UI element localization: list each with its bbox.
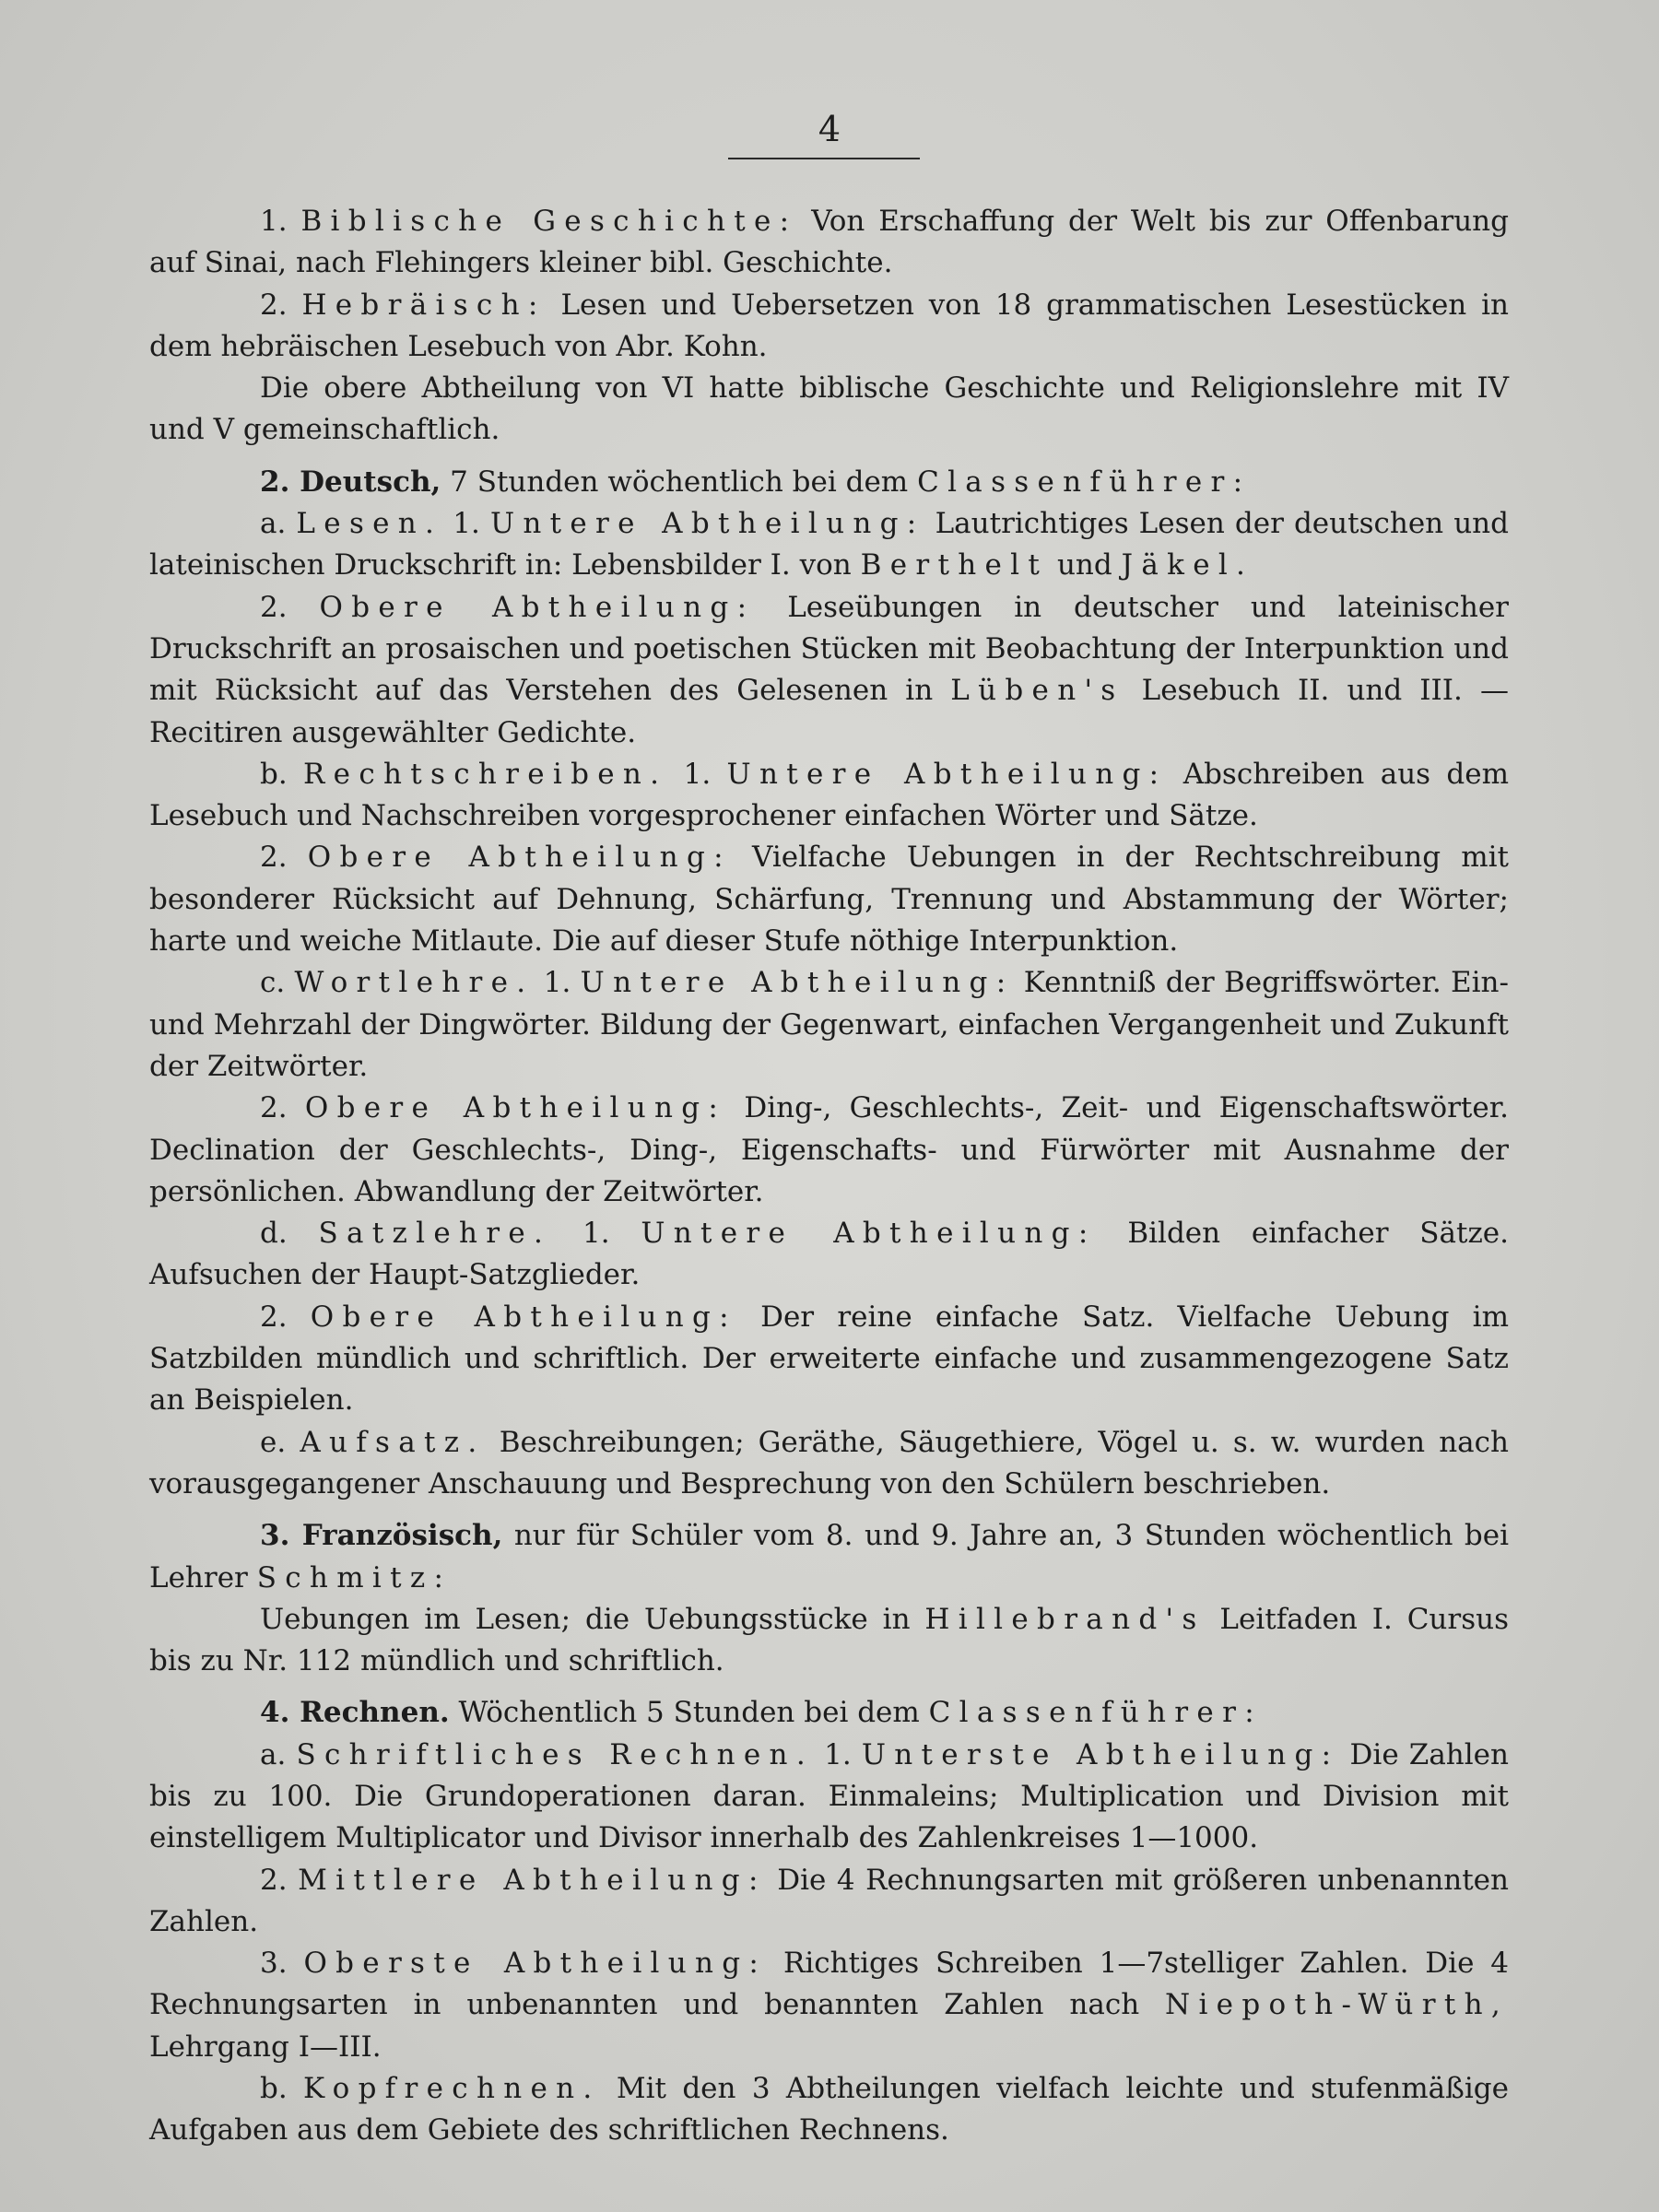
text-run: Die Zahlen bis zu 100. Die Grundoperationen daran. Einmaleins; Multiplication und Division mit einstelligem Multiplicator und Divisor innerhalb des Zahlenkreises 1—1000. [149, 1737, 1509, 1855]
paragraph-p18 [149, 1860, 1509, 1944]
text-run: Wöchentlich 5 Stunden bei dem [449, 1696, 929, 1730]
paragraph-p19 [149, 1943, 1509, 2068]
text-run: 1. [442, 507, 490, 541]
text-run: Kenntniß der Begriffswörter. Ein- und Mehrzahl der Dingwörter. Bildung der Gegenwart, einfachen Vergangenheit und Zukunft der Zeitwörter. [149, 966, 1509, 1083]
text-run: 2. [260, 841, 308, 875]
text-run: 1. [534, 966, 581, 1000]
paragraph-p13 [149, 1422, 1509, 1506]
paragraph-p12 [149, 1297, 1509, 1422]
text-run: Richtiges Schreiben 1—7stelliger Zahlen. Die 4 Rechnungsarten in unbenannten und benannten Zahlen nach [149, 1947, 1509, 2022]
text-run: Die obere Abtheilung von VI hatte biblische Geschichte und Religionslehre mit IV und V gemeinschaftlich. [149, 371, 1509, 447]
spaced-term: Aufsatz. [300, 1425, 486, 1459]
text-run: 2. [260, 590, 320, 624]
spaced-term: Untere Abtheilung: [726, 757, 1168, 791]
text-run: 2. [260, 1091, 305, 1125]
text-run: Leseübungen in deutscher und lateinischer Druckschrift an prosaischen und poetischen Stücken mit Beobachtung der Interpunktion und mit Rücksicht auf das Verstehen des Gelesenen in [149, 590, 1509, 708]
spaced-term: Berthelt [860, 548, 1049, 582]
spaced-term: Lüben's [950, 674, 1124, 708]
spaced-term: Wortlehre. [294, 966, 535, 1000]
spaced-term: Schmitz: [256, 1560, 453, 1594]
text-run: Beschreibungen; Geräthe, Säugethiere, Vögel u. s. w. wurden nach vorausgegangener Anschauung und Besprechung von den Schülern beschrieben. [149, 1425, 1509, 1500]
body-text [149, 201, 1509, 2152]
paragraph-p8 [149, 837, 1509, 962]
text-run: Von Erschaffung der Welt bis zur Offenbarung auf Sinai, nach Flehingers kleiner bibl. Geschichte. [149, 205, 1509, 280]
paragraph-p9 [149, 962, 1509, 1088]
text-run: 1. [813, 1737, 862, 1771]
spaced-term: Classenführer: [928, 1696, 1263, 1730]
text-run: c. [260, 966, 295, 1000]
page-number: 4 [818, 109, 841, 149]
paragraph-p4 [149, 462, 1509, 503]
paragraph-p1 [149, 201, 1509, 285]
spaced-term: Untere Abtheilung: [641, 1217, 1097, 1251]
spaced-term: Obere Abtheilung: [319, 590, 756, 624]
spaced-term: Hillebrand's [924, 1602, 1206, 1636]
text-run: 2. [260, 288, 302, 322]
paragraph-p7 [149, 754, 1509, 838]
text-run: und [1048, 548, 1122, 582]
paragraph-p14 [149, 1515, 1509, 1599]
paragraph-p6 [149, 587, 1509, 754]
paragraph-p17 [149, 1735, 1509, 1860]
spaced-term: Kopfrechnen. [303, 2072, 601, 2106]
spaced-term: Untere Abtheilung: [580, 966, 1015, 1000]
text-run: Abschreiben aus dem Lesebuch und Nachschreiben vorgesprochener einfachen Wörter und Sätze. [149, 757, 1509, 833]
text-run: nur für Schüler vom 8. und 9. Jahre an, 3 Stunden wöchentlich bei Lehrer [149, 1519, 1510, 1594]
text-run: Ding-, Geschlechts-, Zeit- und Eigenschaftswörter. Declination der Geschlechts-, Ding-, Eigenschafts- und Fürwörter mit Ausnahme der persönlichen. Abwandlung der Zeitwörter. [149, 1091, 1509, 1208]
spaced-term: Untere Abtheilung: [489, 507, 925, 541]
spaced-term: Obere Abtheilung: [310, 1300, 737, 1334]
text-run: Mit den 3 Abtheilungen vielfach leichte und stufenmäßige Aufgaben aus dem Gebiete des schriftlichen Rechnens. [149, 2072, 1509, 2147]
spaced-term: Classenführer: [917, 465, 1252, 499]
spaced-term: Obere Abtheilung: [304, 1091, 727, 1125]
text-run: b. [260, 2072, 304, 2106]
spaced-term: Rechtschreiben. [303, 757, 668, 791]
text-run: Lesebuch II. und III. — Recitiren ausgewählter Gedichte. [149, 674, 1509, 749]
text-run: 7 Stunden wöchentlich bei dem [441, 465, 918, 499]
paragraph-p16 [149, 1692, 1509, 1734]
section-heading: 2. Deutsch, [260, 465, 441, 499]
paragraph-p5 [149, 503, 1509, 587]
text-run: Leitfaden I. Cursus bis zu Nr. 112 mündlich und schriftlich. [149, 1602, 1509, 1678]
paragraph-p15 [149, 1599, 1509, 1683]
text-run: 1. [260, 205, 301, 238]
paragraph-p11 [149, 1213, 1509, 1297]
text-run: d. [260, 1217, 319, 1251]
spaced-term: Schriftliches Rechnen. [296, 1737, 814, 1771]
text-run: Bilden einfacher Sätze. Aufsuchen der Haupt-Satzglieder. [149, 1217, 1509, 1292]
spaced-term: Hebräisch: [301, 288, 547, 322]
text-run: Lautrichtiges Lesen der deutschen und lateinischen Druckschrift in: Lebensbilder I. von [149, 507, 1509, 582]
text-run: a. [260, 507, 297, 541]
text-run: Die 4 Rechnungsarten mit größeren unbenannten Zahlen. [149, 1863, 1509, 1938]
text-run: 2. [260, 1300, 311, 1334]
header-rule [728, 158, 920, 159]
spaced-term: Oberste Abtheilung: [303, 1947, 768, 1981]
spaced-term: Obere Abtheilung: [307, 841, 732, 875]
paragraph-p2 [149, 285, 1509, 369]
text-run: a. [260, 1737, 297, 1771]
spaced-term: Satzlehre. [318, 1217, 552, 1251]
text-run: Der reine einfache Satz. Vielfache Uebung im Satzbilden mündlich und schriftlich. Der erweiterte einfache und zusammengezogene Satz an Beispielen. [149, 1300, 1509, 1418]
section-heading: 3. Französisch, [260, 1519, 503, 1553]
text-run: Lehrgang I—III. [149, 2030, 382, 2064]
spaced-term: Biblische Geschichte: [300, 205, 798, 238]
text-run: 1. [551, 1217, 641, 1251]
section-heading: 4. Rechnen. [260, 1696, 450, 1730]
text-run: 1. [667, 757, 727, 791]
text-run: Uebungen im Lesen; die Uebungsstücke in [260, 1602, 925, 1636]
text-run: e. [260, 1425, 300, 1459]
text-run: 3. [260, 1947, 304, 1981]
paragraph-p20 [149, 2068, 1509, 2152]
spaced-term: Lesen. [296, 507, 443, 541]
spaced-term: Jäkel. [1121, 548, 1254, 582]
text-run: b. [260, 757, 304, 791]
spaced-term: Unterste Abtheilung: [861, 1737, 1340, 1771]
text-run: 2. [260, 1863, 299, 1897]
paragraph-p10 [149, 1088, 1509, 1213]
spaced-term: Mittlere Abtheilung: [298, 1863, 767, 1897]
spaced-term: Niepoth-Würth, [1165, 1988, 1509, 2022]
text-run: Vielfache Uebungen in der Rechtschreibung mit besonderer Rücksicht auf Dehnung, Schärfung, Trennung und Abstammung der Wörter; harte und weiche Mitlaute. Die auf dieser Stufe nöthige Interpunktion. [149, 841, 1509, 959]
text-run: Lesen und Uebersetzen von 18 grammatischen Lesestücken in dem hebräischen Lesebuch von Abr. Kohn. [149, 288, 1510, 363]
paragraph-p3 [149, 368, 1509, 452]
